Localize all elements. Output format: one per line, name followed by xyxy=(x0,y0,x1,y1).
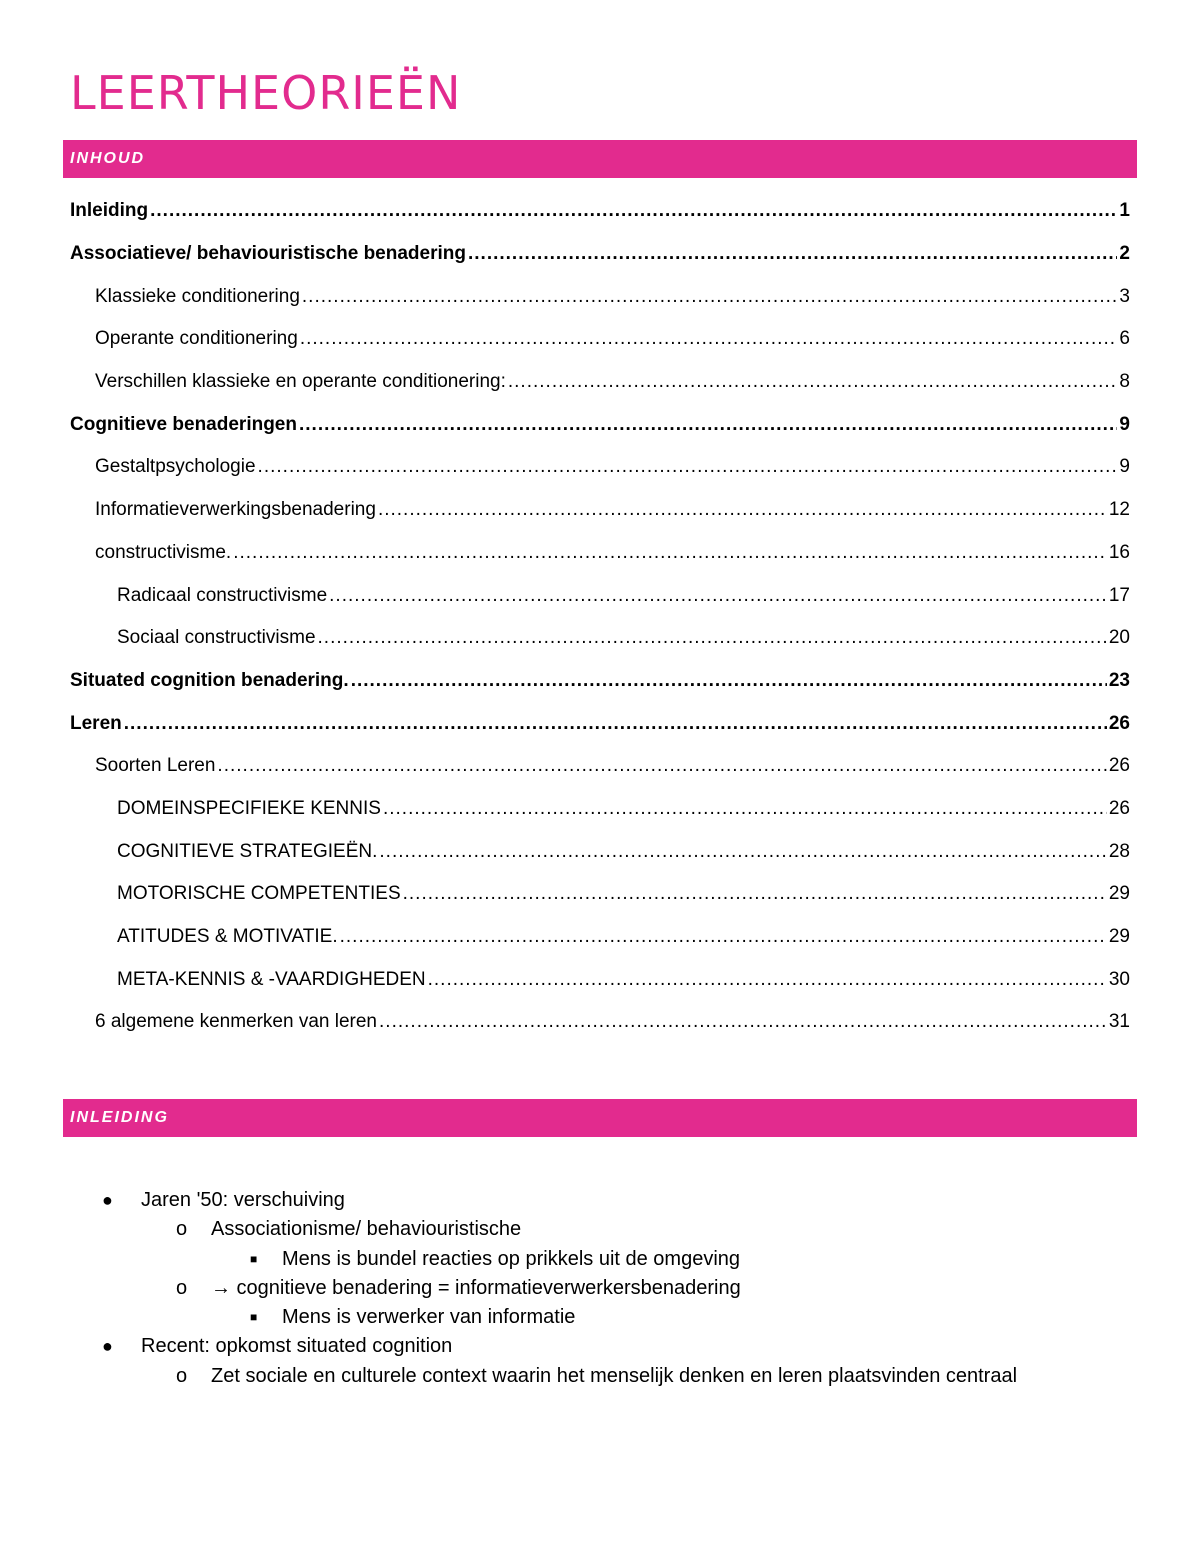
toc-entry[interactable] xyxy=(70,318,1130,361)
toc-entry-label: DOMEINSPECIFIEKE KENNIS xyxy=(117,797,381,819)
toc-entry-page: 2 xyxy=(1119,243,1130,265)
toc-entry[interactable] xyxy=(70,361,1130,404)
bullet-text: Jaren '50: verschuiving xyxy=(141,1189,345,1211)
toc-leader-dots xyxy=(217,755,1106,777)
toc-entry[interactable] xyxy=(70,660,1130,703)
bullet-text: Associationisme/ behaviouristische xyxy=(211,1218,522,1241)
toc-entry-page: 1 xyxy=(1119,200,1130,222)
toc-entry-label: 6 algemene kenmerken van leren xyxy=(95,1011,378,1033)
disc-bullet-icon: ● xyxy=(102,1336,113,1357)
toc-entry-label: Situated cognition benadering. xyxy=(70,669,349,691)
bullet-item xyxy=(100,1303,1140,1332)
bullet-item xyxy=(100,1274,1140,1303)
toc-entry-label: Gestaltpsychologie xyxy=(95,456,256,478)
toc-entry-label: Inleiding xyxy=(70,200,149,222)
toc-leader-dots xyxy=(318,627,1107,649)
toc-entry[interactable] xyxy=(70,275,1130,318)
toc-entry-page: 8 xyxy=(1119,371,1130,393)
toc-entry[interactable] xyxy=(70,916,1130,959)
bullet-item xyxy=(100,1362,1140,1391)
toc-entry-page: 30 xyxy=(1108,968,1130,990)
toc-entry-page: 28 xyxy=(1108,840,1130,862)
toc-entry[interactable] xyxy=(70,702,1130,745)
toc-entry[interactable] xyxy=(70,403,1130,446)
toc-leader-dots xyxy=(340,926,1107,948)
toc-entry-page: 29 xyxy=(1108,883,1130,905)
toc-entry-label: Cognitieve benaderingen xyxy=(70,413,297,435)
toc-entry-label: META-KENNIS & -VAARDIGHEDEN xyxy=(117,968,426,990)
toc-entry-page: 12 xyxy=(1108,499,1130,521)
toc-leader-dots xyxy=(383,798,1107,820)
toc-entry-label: Verschillen klassieke en operante conditionering: xyxy=(95,371,506,393)
toc-entry[interactable] xyxy=(70,190,1130,233)
intro-heading: INLEIDING xyxy=(63,1099,1137,1137)
toc-entry-label: MOTORISCHE COMPETENTIES xyxy=(117,883,401,905)
toc-entry-label: ATITUDES & MOTIVATIE. xyxy=(117,926,338,948)
toc-leader-dots xyxy=(302,286,1118,308)
toc-entry-label: Leren xyxy=(70,712,122,734)
toc-entry[interactable] xyxy=(70,958,1130,1001)
toc-entry-page: 26 xyxy=(1108,797,1130,819)
toc-entry-label: constructivisme. xyxy=(95,541,232,563)
disc-bullet-icon: ● xyxy=(102,1190,113,1210)
toc-entry[interactable] xyxy=(70,745,1130,788)
toc-leader-dots xyxy=(150,200,1117,222)
toc-leader-dots xyxy=(124,713,1107,735)
toc-leader-dots xyxy=(300,328,1118,350)
toc-entry-page: 3 xyxy=(1119,285,1130,307)
toc-leader-dots xyxy=(258,456,1118,478)
toc-leader-dots xyxy=(379,1011,1107,1033)
circle-bullet-icon: o xyxy=(176,1364,188,1387)
toc-entry-page: 26 xyxy=(1108,712,1130,734)
toc-entry-page: 17 xyxy=(1108,584,1130,606)
toc-leader-dots xyxy=(468,243,1117,265)
toc-entry[interactable] xyxy=(70,873,1130,916)
toc-entry-page: 9 xyxy=(1119,413,1130,435)
toc-entry-page: 9 xyxy=(1119,456,1130,478)
toc-entry-label: Klassieke conditionering xyxy=(95,285,300,307)
bullet-text: Recent: opkomst situated cognition xyxy=(141,1335,453,1358)
bullet-text: Mens is verwerker van informatie xyxy=(282,1306,576,1329)
toc-entry-page: 26 xyxy=(1108,755,1130,777)
toc-entry[interactable] xyxy=(70,489,1130,532)
table-of-contents xyxy=(70,190,1130,1044)
toc-leader-dots xyxy=(508,371,1118,393)
toc-entry[interactable] xyxy=(70,1001,1130,1044)
toc-entry-label: COGNITIEVE STRATEGIEËN. xyxy=(117,840,378,862)
bullet-item xyxy=(100,1186,1140,1215)
toc-entry-label: Soorten Leren xyxy=(95,755,216,777)
toc-leader-dots xyxy=(379,841,1106,863)
toc-leader-dots xyxy=(403,883,1107,905)
toc-entry-page: 20 xyxy=(1108,627,1130,649)
toc-entry-page: 16 xyxy=(1108,541,1130,563)
toc-entry[interactable] xyxy=(70,532,1130,575)
bullet-item xyxy=(100,1332,1140,1361)
bullet-item xyxy=(100,1215,1140,1244)
toc-leader-dots xyxy=(378,499,1107,521)
toc-entry[interactable] xyxy=(70,446,1130,489)
toc-entry[interactable] xyxy=(70,574,1130,617)
toc-entry[interactable] xyxy=(70,788,1130,831)
toc-entry-page: 31 xyxy=(1108,1011,1130,1033)
toc-leader-dots xyxy=(428,969,1107,991)
square-bullet-icon: ■ xyxy=(250,1251,258,1266)
toc-entry-page: 23 xyxy=(1108,669,1130,691)
toc-entry-label: Radicaal constructivisme xyxy=(117,584,328,606)
toc-leader-dots xyxy=(351,670,1107,692)
intro-bullet-list xyxy=(100,1186,1140,1391)
toc-entry[interactable] xyxy=(70,830,1130,873)
toc-entry[interactable] xyxy=(70,617,1130,660)
document-title: LEERTHEORIEËN xyxy=(70,66,462,120)
bullet-item xyxy=(100,1245,1140,1274)
toc-heading: INHOUD xyxy=(63,140,1137,178)
toc-entry-label: Operante conditionering xyxy=(95,328,298,350)
circle-bullet-icon: o xyxy=(176,1218,188,1241)
toc-leader-dots xyxy=(299,414,1117,436)
bullet-text: → cognitieve benadering = informatieverwerkersbenadering xyxy=(211,1276,741,1299)
bullet-text: Zet sociale en culturele context waarin het menselijk denken en leren plaatsvinden centraal xyxy=(211,1364,1018,1387)
toc-entry-label: Informatieverwerkingsbenadering xyxy=(95,499,376,521)
toc-leader-dots xyxy=(233,542,1107,564)
toc-entry-label: Associatieve/ behaviouristische benadering xyxy=(70,243,466,265)
toc-entry[interactable] xyxy=(70,233,1130,276)
bullet-text: Mens is bundel reacties op prikkels uit de omgeving xyxy=(282,1247,741,1270)
circle-bullet-icon: o xyxy=(176,1276,188,1299)
toc-entry-label: Sociaal constructivisme xyxy=(117,627,316,649)
toc-entry-page: 29 xyxy=(1108,926,1130,948)
square-bullet-icon: ■ xyxy=(250,1310,258,1325)
toc-leader-dots xyxy=(329,585,1107,607)
toc-entry-page: 6 xyxy=(1119,328,1130,350)
